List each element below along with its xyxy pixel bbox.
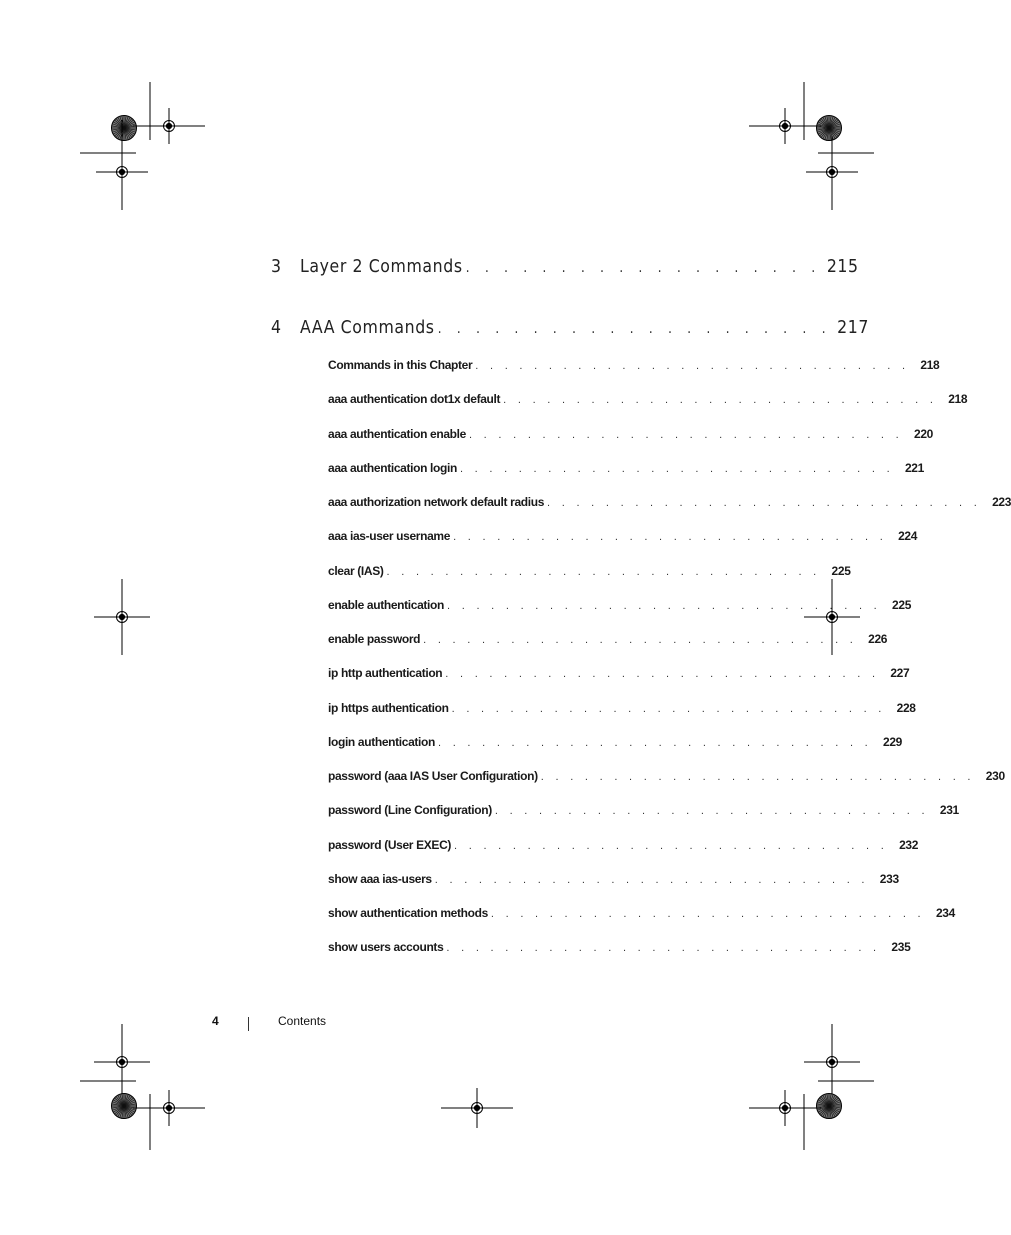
- dot-leader: . . . . . . . . . . . . . . . . . . . . . . . . . . . . . .: [540, 771, 975, 783]
- entry-title: password (User EXEC): [328, 837, 452, 852]
- toc-entry[interactable]: [328, 426, 933, 461]
- toc-entry[interactable]: [328, 769, 1005, 803]
- toc-entry[interactable]: [328, 906, 955, 940]
- chapter-page-number: 217: [837, 318, 870, 338]
- entry-title: login authentication: [328, 734, 435, 749]
- chapter-page-number: 215: [826, 257, 859, 277]
- dot-leader: . . . . . . . . . . . . . . . . . . . . . . . . . . . . . .: [434, 873, 869, 886]
- entry-title: clear (IAS): [328, 563, 384, 578]
- registration-target-dot: [119, 614, 124, 619]
- registration-target-dot: [829, 169, 834, 174]
- toc-chapter-4[interactable]: [271, 318, 870, 344]
- toc-entry[interactable]: [328, 358, 940, 392]
- toc-entry[interactable]: [328, 632, 888, 666]
- dot-leader: . . . . . . . . . . . . . . . . . . . . . . . . . . . . . .: [468, 428, 903, 441]
- registration-target-dot: [119, 169, 124, 174]
- entry-page-number: 235: [891, 940, 911, 955]
- entry-page-number: 218: [920, 358, 940, 372]
- footer-page-number: 4: [212, 1014, 219, 1028]
- entry-page-number: 228: [896, 700, 916, 715]
- registration-target-dot: [782, 123, 787, 128]
- toc-entry[interactable]: [328, 700, 916, 735]
- footer-separator: [248, 1017, 249, 1031]
- entry-title: password (Line Configuration): [328, 803, 492, 818]
- entry-page-number: 230: [985, 769, 1005, 783]
- toc-entry[interactable]: [328, 392, 968, 426]
- entry-title: ip https authentication: [328, 700, 449, 715]
- entry-page-number: 225: [831, 563, 851, 578]
- registration-target-dot: [166, 123, 171, 128]
- chapter-title: Layer 2 Commands: [300, 257, 463, 277]
- entry-page-number: 227: [890, 666, 910, 681]
- chapter-title: AAA Commands: [300, 318, 435, 338]
- entry-title: Commands in this Chapter: [328, 358, 473, 372]
- toc-chapter-3[interactable]: [271, 257, 859, 283]
- toc-entry[interactable]: [328, 460, 924, 495]
- dot-leader: . . . . . . . . . . . . . . . . . . . . . . . . . . . . . .: [459, 462, 894, 475]
- toc-entry[interactable]: [328, 666, 910, 700]
- toc-entry[interactable]: [328, 871, 899, 906]
- toc-entry[interactable]: [328, 597, 912, 632]
- entry-page-number: 234: [935, 906, 955, 920]
- entry-page-number: 225: [892, 597, 912, 612]
- dot-leader: . . . . . . . . . . . . . . . . . . . . . . . . . . . . . .: [447, 599, 882, 612]
- registration-target-dot: [782, 1105, 787, 1110]
- dot-leader: . . . . . . . . . . . . . . . . . . . . . . . . . . . . . .: [446, 942, 881, 955]
- dot-leader: . . . . . . . . . . . . . . . . . . . . . . . . . . . . . .: [423, 634, 858, 646]
- entry-title: password (aaa IAS User Configuration): [328, 769, 538, 783]
- toc-entry[interactable]: [328, 803, 959, 837]
- entry-title: aaa authorization network default radius: [328, 495, 545, 509]
- toc-entry[interactable]: [328, 529, 918, 563]
- registration-target-dot: [829, 1059, 834, 1064]
- entry-page-number: 223: [992, 495, 1011, 509]
- dot-leader: . . . . . . . . . . . . . . . . . . .: [465, 260, 821, 276]
- dot-leader: . . . . . . . . . . . . . . . . . . . . . . . . . . . . . .: [494, 805, 929, 818]
- dot-leader: . . . . . . . . . . . . . . . . . . . . . . . . . . . . . .: [503, 394, 938, 407]
- entry-page-number: 226: [868, 632, 888, 646]
- dot-leader: . . . . . . . . . . . . . . . . . . . . . . . . . . . . . .: [453, 531, 888, 544]
- dot-leader: . . . . . . . . . . . . . . . . . . . . . . . . . . . . . .: [386, 565, 821, 578]
- chapter-number: 3: [271, 257, 282, 277]
- toc-entry[interactable]: [328, 734, 903, 769]
- footer-section-label: Contents: [278, 1014, 327, 1028]
- entry-page-number: 224: [898, 529, 918, 544]
- toc-entry[interactable]: [328, 940, 911, 974]
- entry-page-number: 232: [899, 837, 919, 852]
- toc-entry[interactable]: [328, 837, 919, 872]
- entry-title: show users accounts: [328, 940, 444, 955]
- entry-title: show aaa ias-users: [328, 871, 432, 886]
- entry-page-number: 231: [939, 803, 959, 818]
- chapter-number: 4: [271, 318, 282, 338]
- toc-entry[interactable]: [328, 563, 851, 598]
- registration-target-dot: [829, 614, 834, 619]
- dot-leader: . . . . . . . . . . . . . . . . . . . . . . . . . . . . . .: [438, 736, 873, 749]
- entry-title: aaa authentication dot1x default: [328, 392, 501, 407]
- dot-leader: . . . . . . . . . . . . . . . . . . . . . . . . . . . . . .: [454, 839, 889, 852]
- entry-title: enable authentication: [328, 597, 445, 612]
- dot-leader: . . . . . . . . . . . . . . . . . . . . . . . . . . . . . .: [490, 908, 925, 920]
- dot-leader: . . . . . . . . . . . . . . . . . . . . .: [437, 321, 832, 337]
- dot-leader: . . . . . . . . . . . . . . . . . . . . . . . . . . . . . .: [547, 497, 982, 509]
- toc-entry-list: [328, 358, 1011, 975]
- entry-page-number: 233: [879, 871, 899, 886]
- entry-title: aaa authentication login: [328, 460, 457, 475]
- dot-leader: . . . . . . . . . . . . . . . . . . . . . . . . . . . . . .: [445, 668, 880, 681]
- entry-title: aaa ias-user username: [328, 529, 451, 544]
- dot-leader: . . . . . . . . . . . . . . . . . . . . . . . . . . . . . .: [475, 360, 910, 372]
- entry-page-number: 218: [948, 392, 968, 407]
- entry-title: aaa authentication enable: [328, 426, 466, 441]
- entry-page-number: 220: [914, 426, 933, 441]
- dot-leader: . . . . . . . . . . . . . . . . . . . . . . . . . . . . . .: [451, 702, 886, 715]
- entry-title: enable password: [328, 632, 421, 646]
- registration-target-dot: [119, 1059, 124, 1064]
- registration-target-dot: [166, 1105, 171, 1110]
- entry-title: ip http authentication: [328, 666, 443, 681]
- entry-page-number: 229: [883, 734, 903, 749]
- entry-page-number: 221: [904, 460, 924, 475]
- entry-title: show authentication methods: [328, 906, 488, 920]
- toc-entry[interactable]: [328, 495, 1011, 529]
- registration-target-dot: [474, 1105, 479, 1110]
